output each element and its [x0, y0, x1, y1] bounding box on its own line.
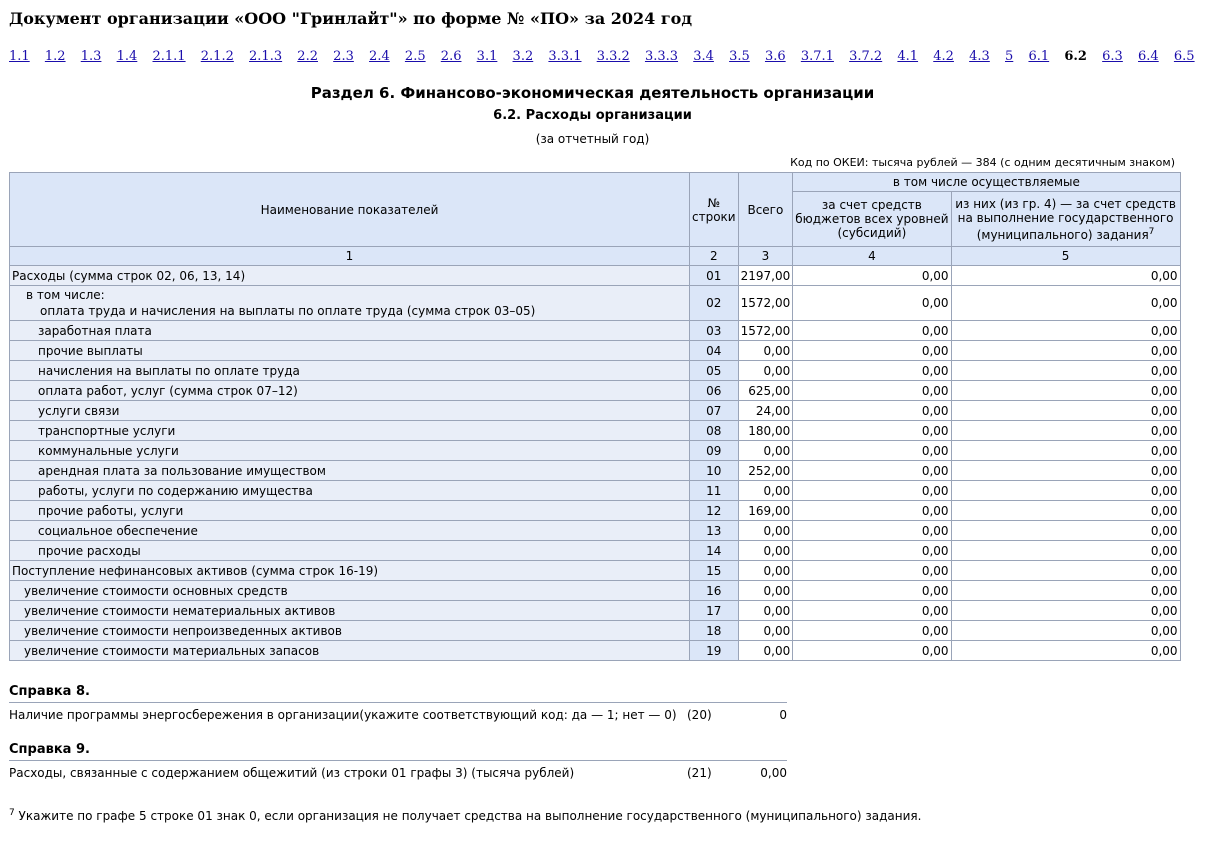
table-row: [10, 561, 1181, 581]
subsection-title: 6.2. Расходы организации: [493, 108, 692, 123]
nav-link-4-1[interactable]: 4.1: [897, 49, 919, 64]
row-total: 0,00: [738, 341, 793, 361]
row-code: 09: [690, 441, 739, 461]
spravka-8-value: 0: [779, 708, 787, 722]
row-total: 0,00: [738, 361, 793, 381]
row-code: 01: [690, 266, 739, 286]
row-budget: 0,00: [793, 521, 951, 541]
row-task: 0,00: [951, 521, 1180, 541]
column-number: 4: [793, 247, 951, 266]
row-total: 0,00: [738, 541, 793, 561]
nav-link-3-7-2[interactable]: 3.7.2: [849, 49, 883, 64]
row-name: арендная плата за пользование имуществом: [10, 461, 690, 481]
footnote-ref: 7: [1148, 226, 1155, 237]
row-name-prefix: в том числе:: [26, 288, 105, 302]
row-name: заработная плата: [10, 321, 690, 341]
spravka-9-code: (21): [687, 766, 712, 780]
header-group: в том числе осуществляемые: [793, 173, 1180, 192]
nav-link-2-3[interactable]: 2.3: [333, 49, 354, 64]
row-name: прочие расходы: [10, 541, 690, 561]
row-total: 0,00: [738, 601, 793, 621]
nav-link-2-1-1[interactable]: 2.1.1: [152, 49, 186, 64]
table-row: [10, 381, 1181, 401]
row-code: 03: [690, 321, 739, 341]
nav-link-6-2: 6.2: [1064, 49, 1087, 64]
document-title: Документ организации «ООО "Гринлайт"» по форме № «ПО» за 2024 год: [9, 9, 693, 28]
okei-code-note: Код по ОКЕИ: тысяча рублей — 384 (с одним десятичным знаком): [790, 156, 1175, 169]
row-budget: 0,00: [793, 266, 951, 286]
row-task: 0,00: [951, 266, 1180, 286]
footnote-mark: 7: [9, 808, 15, 818]
expenses-table: [9, 172, 1181, 661]
nav-link-3-4[interactable]: 3.4: [693, 49, 714, 64]
nav-link-3-7-1[interactable]: 3.7.1: [800, 49, 834, 64]
row-total: 180,00: [738, 421, 793, 441]
row-budget: 0,00: [793, 481, 951, 501]
spravka-8-text: Наличие программы энергосбережения в организации(укажите соответствующий код: да — 1; нет — 0): [9, 708, 677, 722]
nav-link-3-5[interactable]: 3.5: [729, 49, 750, 64]
footnote: [9, 808, 921, 823]
row-name: Поступление нефинансовых активов (сумма строк 16-19): [10, 561, 690, 581]
row-budget: 0,00: [793, 286, 951, 321]
nav-link-6-1[interactable]: 6.1: [1028, 49, 1050, 64]
row-name: социальное обеспечение: [10, 521, 690, 541]
row-budget: 0,00: [793, 441, 951, 461]
row-budget: 0,00: [793, 401, 951, 421]
row-budget: 0,00: [793, 361, 951, 381]
header-budget-l1: за счет средств: [821, 198, 922, 212]
row-total: 24,00: [738, 401, 793, 421]
nav-link-3-2[interactable]: 3.2: [512, 49, 534, 64]
row-total: 0,00: [738, 481, 793, 501]
row-code: 05: [690, 361, 739, 381]
row-total: 1572,00: [738, 321, 793, 341]
row-budget: 0,00: [793, 461, 951, 481]
nav-link-1-4[interactable]: 1.4: [116, 49, 138, 64]
row-name: увеличение стоимости непроизведенных активов: [10, 621, 690, 641]
header-budget: [793, 192, 951, 247]
row-task: 0,00: [951, 441, 1180, 461]
spravka-8-code: (20): [687, 708, 712, 722]
row-total: 1572,00: [738, 286, 793, 321]
row-task: 0,00: [951, 286, 1180, 321]
row-task: 0,00: [951, 461, 1180, 481]
row-budget: 0,00: [793, 421, 951, 441]
row-name: коммунальные услуги: [10, 441, 690, 461]
nav-link-2-5[interactable]: 2.5: [404, 49, 426, 64]
row-task: 0,00: [951, 341, 1180, 361]
nav-link-6-4[interactable]: 6.4: [1138, 49, 1159, 64]
row-name: услуги связи: [10, 401, 690, 421]
row-code: 08: [690, 421, 739, 441]
nav-link-4-3[interactable]: 4.3: [969, 49, 990, 64]
table-row: [10, 601, 1181, 621]
row-code: 19: [690, 641, 739, 661]
row-name: работы, услуги по содержанию имущества: [10, 481, 690, 501]
header-budget-l3: (субсидий): [837, 226, 907, 240]
nav-link-5[interactable]: 5: [1005, 49, 1014, 64]
row-code: 15: [690, 561, 739, 581]
header-total: Всего: [738, 173, 793, 247]
row-name: оплата работ, услуг (сумма строк 07–12): [10, 381, 690, 401]
nav-link-3-3-1[interactable]: 3.3.1: [548, 49, 582, 64]
header-row-number: [690, 173, 739, 247]
column-number: 1: [10, 247, 690, 266]
row-budget: 0,00: [793, 501, 951, 521]
section-navigation: [9, 49, 1195, 64]
table-row: [10, 361, 1181, 381]
row-budget: 0,00: [793, 341, 951, 361]
row-total: 0,00: [738, 521, 793, 541]
table-row: [10, 501, 1181, 521]
header-task-l3: (муниципального) задания: [976, 227, 1149, 242]
row-task: 0,00: [951, 481, 1180, 501]
row-task: 0,00: [951, 601, 1180, 621]
row-code: 07: [690, 401, 739, 421]
row-budget: 0,00: [793, 381, 951, 401]
row-total: 169,00: [738, 501, 793, 521]
table-row: [10, 441, 1181, 461]
row-total: 252,00: [738, 461, 793, 481]
row-task: 0,00: [951, 621, 1180, 641]
header-row-number-bottom: строки: [692, 209, 736, 224]
header-row-number-top: №: [707, 195, 721, 210]
row-name: транспортные услуги: [10, 421, 690, 441]
row-name: прочие работы, услуги: [10, 501, 690, 521]
nav-link-3-3-3[interactable]: 3.3.3: [644, 49, 679, 64]
row-task: 0,00: [951, 381, 1180, 401]
column-number: 3: [738, 247, 793, 266]
row-task: 0,00: [951, 541, 1180, 561]
nav-link-2-2[interactable]: 2.2: [297, 49, 318, 64]
nav-link-3-1[interactable]: 3.1: [476, 49, 498, 64]
table-row: [10, 521, 1181, 541]
nav-link-6-3[interactable]: 6.3: [1102, 49, 1123, 64]
table-row: [10, 401, 1181, 421]
row-code: 13: [690, 521, 739, 541]
row-budget: 0,00: [793, 601, 951, 621]
row-name: Расходы (сумма строк 02, 06, 13, 14): [10, 266, 690, 286]
header-budget-l2: бюджетов всех уровней: [795, 212, 949, 226]
row-code: 10: [690, 461, 739, 481]
row-total: 0,00: [738, 641, 793, 661]
row-total: 0,00: [738, 441, 793, 461]
header-task: [951, 192, 1180, 247]
table-row: [10, 641, 1181, 661]
row-name: увеличение стоимости материальных запасов: [10, 641, 690, 661]
header-task-l2: на выполнение государственного: [957, 210, 1174, 225]
row-budget: 0,00: [793, 561, 951, 581]
row-budget: 0,00: [793, 541, 951, 561]
row-task: 0,00: [951, 561, 1180, 581]
row-task: 0,00: [951, 641, 1180, 661]
row-total: 0,00: [738, 561, 793, 581]
row-code: 04: [690, 341, 739, 361]
table-row: [10, 481, 1181, 501]
row-budget: 0,00: [793, 641, 951, 661]
row-task: 0,00: [951, 421, 1180, 441]
nav-link-3-3-2[interactable]: 3.3.2: [596, 49, 630, 64]
section-title: Раздел 6. Финансово-экономическая деятельность организации: [310, 84, 875, 102]
table-row: [10, 421, 1181, 441]
nav-link-4-2[interactable]: 4.2: [933, 49, 954, 64]
row-budget: 0,00: [793, 581, 951, 601]
row-budget: 0,00: [793, 321, 951, 341]
row-total: 0,00: [738, 621, 793, 641]
spravka-8: [9, 684, 787, 722]
row-name: увеличение стоимости основных средств: [10, 581, 690, 601]
nav-link-3-6[interactable]: 3.6: [764, 49, 786, 64]
nav-link-2-6[interactable]: 2.6: [440, 49, 462, 64]
table-row: [10, 621, 1181, 641]
row-code: 18: [690, 621, 739, 641]
row-task: 0,00: [951, 501, 1180, 521]
header-name: Наименование показателей: [10, 173, 690, 247]
row-code: 14: [690, 541, 739, 561]
nav-link-1-3[interactable]: 1.3: [80, 49, 102, 64]
nav-link-2-4[interactable]: 2.4: [369, 49, 390, 64]
table-row: [10, 321, 1181, 341]
table-row: [10, 341, 1181, 361]
row-name: прочие выплаты: [10, 341, 690, 361]
header-task-l1: из них (из гр. 4) — за счет средств: [955, 196, 1176, 211]
nav-link-1-2[interactable]: 1.2: [44, 49, 66, 64]
table-row: [10, 286, 1181, 321]
table-row: [10, 541, 1181, 561]
row-code: 02: [690, 286, 739, 321]
column-number: 2: [690, 247, 739, 266]
spravka-8-title: Справка 8.: [9, 684, 787, 703]
nav-link-1-1[interactable]: 1.1: [9, 49, 30, 64]
row-name: [10, 286, 690, 321]
row-code: 06: [690, 381, 739, 401]
column-number: 5: [951, 247, 1180, 266]
nav-link-2-1-2[interactable]: 2.1.2: [200, 49, 234, 64]
nav-link-2-1-3[interactable]: 2.1.3: [249, 49, 283, 64]
table-row: [10, 266, 1181, 286]
row-code: 11: [690, 481, 739, 501]
row-code: 12: [690, 501, 739, 521]
row-code: 17: [690, 601, 739, 621]
spravka-9-title: Справка 9.: [9, 742, 787, 761]
row-task: 0,00: [951, 401, 1180, 421]
row-name: увеличение стоимости нематериальных активов: [10, 601, 690, 621]
row-code: 16: [690, 581, 739, 601]
row-task: 0,00: [951, 581, 1180, 601]
row-name-text: оплата труда и начисления на выплаты по оплате труда (сумма строк 03–05): [40, 304, 536, 318]
table-row: [10, 461, 1181, 481]
spravka-9-value: 0,00: [760, 766, 787, 780]
row-task: 0,00: [951, 321, 1180, 341]
row-total: 625,00: [738, 381, 793, 401]
footnote-text: Укажите по графе 5 строке 01 знак 0, если организация не получает средства на выполнение государственного (муниципального) задания.: [14, 809, 922, 823]
row-task: 0,00: [951, 361, 1180, 381]
spravka-9-text: Расходы, связанные с содержанием общежитий (из строки 01 графы 3) (тысяча рублей): [9, 766, 575, 780]
nav-link-6-5[interactable]: 6.5: [1173, 49, 1195, 64]
period-note: (за отчетный год): [535, 132, 650, 146]
spravka-9: [9, 742, 787, 780]
row-total: 0,00: [738, 581, 793, 601]
table-row: [10, 581, 1181, 601]
row-total: 2197,00: [738, 266, 793, 286]
row-name: начисления на выплаты по оплате труда: [10, 361, 690, 381]
row-budget: 0,00: [793, 621, 951, 641]
